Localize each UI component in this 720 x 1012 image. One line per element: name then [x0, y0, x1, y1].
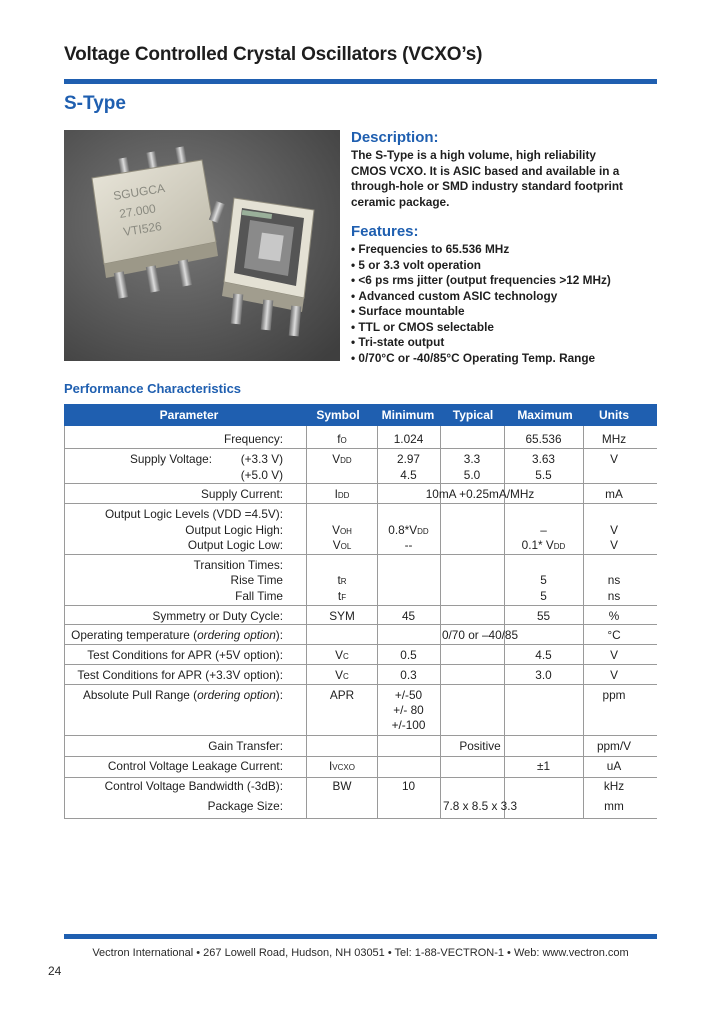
unit-gain: ppm/V [596, 739, 632, 753]
param-italic: ordering option [197, 688, 276, 702]
min-supply-voltage-50: 4.5 [400, 468, 417, 482]
typ-supply-voltage-50: 5.0 [463, 468, 481, 482]
param-italic: ordering option [197, 628, 276, 642]
sym-logic-low [307, 538, 377, 554]
max-supply-voltage-50: 5.5 [535, 468, 552, 482]
param-frequency: Frequency: [223, 432, 283, 446]
grid-line [440, 426, 441, 819]
min-abs-pull-100: +/-100 [391, 718, 426, 732]
description-line: through-hole or SMD industry standard footprint [351, 179, 623, 193]
param-bandwidth: Control Voltage Bandwidth (-3dB): [104, 779, 283, 793]
param-apr-5v: Test Conditions for APR (+5V option): [87, 648, 283, 662]
unit-apr-33v: V [610, 668, 618, 682]
unit-op-temp: °C [607, 628, 621, 642]
unit-fall-time: ns [607, 589, 621, 603]
unit-symmetry: % [608, 609, 620, 623]
param-text: Absolute Pull Range ( [82, 688, 198, 702]
features-list [351, 242, 611, 366]
feature-item: • 0/70°C or -40/85°C Operating Temp. Range [351, 351, 611, 367]
sym-subscript: O [340, 436, 347, 445]
feature-item: • Surface mountable [351, 304, 611, 320]
min-supply-voltage-33: 2.97 [397, 452, 420, 466]
value-package: 7.8 x 8.5 x 3.3 [442, 799, 518, 813]
feature-item: • <6 ps rms jitter (output frequencies >12 MHz) [351, 273, 611, 289]
param-abs-pull [64, 688, 283, 703]
sym-subscript: VCXO [332, 763, 355, 772]
value-supply-current: 10mA +0.25mA/MHz [425, 487, 535, 501]
value-subscript: DD [417, 527, 429, 536]
unit-rise-time: ns [607, 573, 621, 587]
feature-item: • 5 or 3.3 volt operation [351, 258, 611, 274]
description-text [351, 148, 651, 210]
sym-subscript: F [341, 593, 347, 602]
max-rise-time: 5 [540, 573, 547, 587]
max-frequency: 65.536 [525, 432, 562, 446]
param-logic-levels: Output Logic Levels (VDD =4.5V): [104, 507, 283, 521]
features-heading: Features: [351, 223, 419, 240]
footer-rule [64, 934, 657, 939]
sym-symmetry: SYM [329, 609, 355, 623]
sym-subscript: DD [340, 456, 352, 465]
table-header [64, 404, 657, 426]
value-op-temp: 0/70 or –40/85 [441, 628, 519, 642]
grid-line [64, 503, 657, 504]
sym-subscript: C [343, 652, 349, 661]
unit-logic-low: V [610, 538, 618, 552]
unit-frequency: MHz [601, 432, 627, 446]
param-apr-33v: Test Conditions for APR (+3.3V option): [77, 668, 283, 682]
page-number: 24 [48, 964, 62, 978]
max-logic-high: – [540, 523, 547, 537]
cond-supply-voltage-50: (+5.0 V) [240, 468, 283, 482]
sym-subscript: C [343, 672, 349, 681]
max-apr-5v: 4.5 [535, 648, 552, 662]
grid-line [64, 605, 657, 606]
typ-supply-voltage-33: 3.3 [463, 452, 481, 466]
min-abs-pull-50: +/-50 [394, 688, 423, 702]
sym-text: V [335, 668, 344, 682]
sym-supply-voltage [307, 452, 377, 468]
unit-bandwidth: kHz [603, 779, 625, 793]
chip-marking-line3: VTI526 [122, 219, 163, 239]
col-header-minimum: Minimum [381, 408, 435, 422]
min-logic-high [377, 523, 440, 539]
sym-text: V [335, 648, 344, 662]
cond-supply-voltage-33: (+3.3 V) [240, 452, 283, 466]
value-gain: Positive [459, 739, 501, 753]
max-apr-33v: 3.0 [535, 668, 552, 682]
sym-supply-current [307, 487, 377, 503]
sym-text: V [332, 523, 340, 537]
sym-apr-5v [307, 648, 377, 664]
value-text: 0.1* V [521, 538, 554, 552]
sym-text: t [337, 589, 342, 603]
product-photo-illustration [64, 130, 340, 361]
grid-line [64, 554, 657, 555]
unit-supply-voltage: V [610, 452, 618, 466]
grid-line [64, 735, 657, 736]
feature-item: • Frequencies to 65.536 MHz [351, 242, 611, 258]
feature-item: • Advanced custom ASIC technology [351, 289, 611, 305]
sym-text: f [337, 432, 341, 446]
param-logic-high: Output Logic High: [185, 523, 283, 537]
min-logic-low: -- [404, 538, 413, 552]
param-supply-current: Supply Current: [201, 487, 283, 501]
param-leakage: Control Voltage Leakage Current: [107, 759, 283, 773]
grid-line [64, 818, 657, 819]
min-bandwidth: 10 [401, 779, 416, 793]
param-symmetry: Symmetry or Duty Cycle: [152, 609, 283, 623]
sym-abs-pull: APR [329, 688, 355, 702]
sym-frequency [307, 432, 377, 448]
unit-package: mm [604, 799, 624, 813]
grid-line [64, 624, 657, 625]
max-leakage: ±1 [536, 759, 551, 773]
unit-leakage: uA [606, 759, 622, 773]
grid-line [64, 756, 657, 757]
unit-supply-current: mA [605, 487, 623, 501]
param-package: Package Size: [207, 799, 283, 813]
col-header-maximum: Maximum [517, 408, 573, 422]
param-text: Operating temperature ( [71, 628, 198, 642]
description-heading: Description: [351, 129, 439, 146]
max-supply-voltage-33: 3.63 [532, 452, 555, 466]
param-transition: Transition Times: [193, 558, 283, 572]
col-header-parameter: Parameter [159, 408, 219, 422]
col-header-units: Units [599, 408, 629, 422]
param-text: ): [275, 628, 283, 642]
unit-abs-pull: ppm [602, 688, 626, 702]
value-subscript: DD [553, 542, 566, 551]
sym-bandwidth: BW [332, 779, 352, 793]
sym-text: I [329, 759, 333, 773]
param-fall-time: Fall Time [235, 589, 283, 603]
description-line: CMOS VCXO. It is ASIC based and available in a [351, 163, 620, 178]
param-supply-voltage: Supply Voltage: [130, 452, 212, 466]
sym-apr-33v [307, 668, 377, 684]
col-header-symbol: Symbol [316, 408, 360, 422]
unit-logic-high: V [610, 523, 618, 537]
min-frequency: 1.024 [393, 432, 424, 446]
grid-line [64, 448, 657, 449]
feature-item: • TTL or CMOS selectable [351, 320, 611, 336]
param-op-temp [64, 628, 283, 643]
performance-table [64, 404, 657, 819]
sym-fall-time [307, 589, 377, 605]
grid-line [64, 777, 657, 778]
min-apr-5v: 0.5 [400, 648, 417, 662]
value-text: 0.8*V [388, 523, 418, 537]
col-header-typical: Typical [452, 408, 494, 422]
grid-line [64, 483, 657, 484]
product-photo [64, 130, 340, 361]
max-fall-time: 5 [540, 589, 547, 603]
product-subtitle: S-Type [64, 93, 126, 114]
min-apr-33v: 0.3 [400, 668, 417, 682]
description-line: ceramic package. [351, 194, 450, 209]
unit-apr-5v: V [610, 648, 618, 662]
description-line: The S-Type is a high volume, high reliability [351, 148, 596, 162]
grid-line [64, 644, 657, 645]
sym-subscript: OL [340, 542, 352, 551]
sym-text: V [332, 452, 341, 466]
sym-rise-time [307, 573, 377, 589]
sym-subscript: R [340, 577, 347, 586]
grid-line [64, 664, 657, 665]
header-rule [64, 79, 657, 84]
sym-text: I [334, 487, 338, 501]
param-text: ): [275, 688, 283, 702]
footer-contact: Vectron International • 267 Lowell Road, Hudson, NH 03051 • Tel: 1-88-VECTRON-1 • Web: www.vectron.com [92, 947, 629, 959]
max-logic-low [504, 538, 583, 554]
sym-logic-high [307, 523, 377, 539]
performance-heading: Performance Characteristics [64, 381, 242, 396]
sym-leakage [307, 759, 377, 775]
chip-marking-line1: SGUGCA [112, 180, 166, 203]
feature-item: • Tri-state output [351, 335, 611, 351]
sym-subscript: DD [337, 491, 350, 500]
sym-text: t [337, 573, 341, 587]
sym-text: V [332, 538, 341, 552]
max-symmetry: 55 [536, 609, 551, 623]
min-abs-pull-80: +/- 80 [393, 703, 424, 717]
page-title: Voltage Controlled Crystal Oscillators (VCXO’s) [64, 44, 483, 65]
sym-subscript: OH [339, 527, 352, 536]
grid-line [64, 684, 657, 685]
chip-marking-line2: 27.000 [118, 201, 157, 221]
min-symmetry: 45 [401, 609, 416, 623]
param-gain: Gain Transfer: [208, 739, 283, 753]
param-rise-time: Rise Time [230, 573, 283, 587]
param-logic-low: Output Logic Low: [187, 538, 283, 552]
